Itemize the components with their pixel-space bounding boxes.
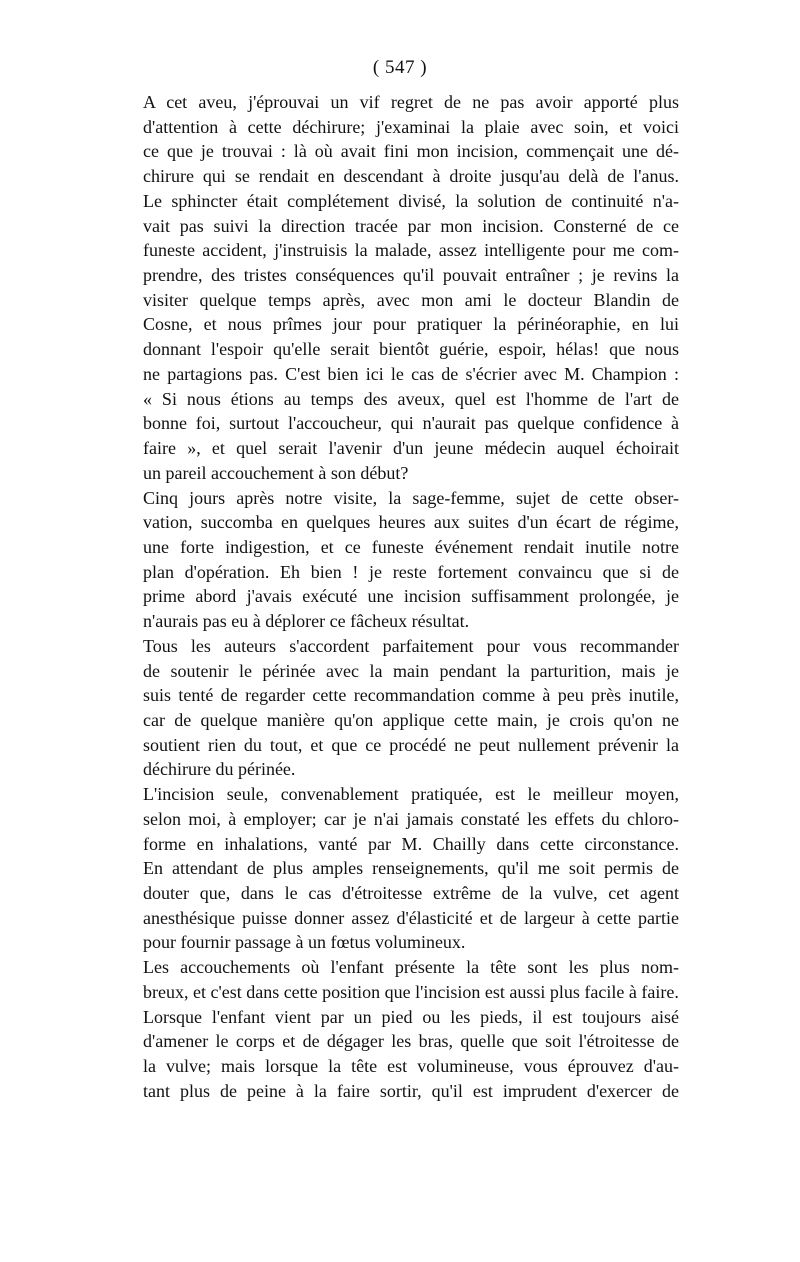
text-line: prendre, des tristes conséquences qu'il pouvait entraîner ; je revins la — [143, 265, 679, 286]
text-line: douter que, dans le cas d'étroitesse extrême de la vulve, cet agent — [143, 883, 679, 903]
text-line: selon moi, à employer; car je n'ai jamais constaté les effets du chloro- — [143, 808, 679, 829]
text-line: Le sphincter était complétement divisé, la solution de continuité n'a- — [143, 190, 679, 211]
paragraph — [121, 486, 679, 634]
text-line: forme en inhalations, vanté par M. Chailly dans cette circonstance. — [143, 833, 679, 854]
text-line: faire », et quel serait l'avenir d'un jeune médecin auquel échoirait — [143, 438, 679, 459]
text-line: d'amener le corps et de dégager les bras, quelle que soit l'étroitesse de — [143, 1031, 679, 1052]
text-line: de soutenir le périnée avec la main pendant la parturition, mais je — [143, 660, 679, 681]
text-line: visiter quelque temps après, avec mon ami le docteur Blandin de — [143, 289, 679, 310]
paragraph — [121, 1005, 679, 1104]
text-line: vait pas suivi la direction tracée par mon incision. Consterné de ce — [143, 215, 679, 236]
text-line: breux, et c'est dans cette position que l'incision est aussi plus facile à faire. — [143, 981, 679, 1002]
paragraph — [121, 634, 679, 782]
text-line: anesthésique puisse donner assez d'élasticité et de largeur à cette partie — [143, 907, 679, 928]
text-line: un pareil accouchement à son début? — [143, 462, 409, 483]
text-line: Lorsque l'enfant vient par un pied ou les pieds, il est toujours aisé — [143, 1006, 679, 1027]
text-line: prime abord j'avais exécuté une incision suffisamment prolongée, je — [143, 586, 679, 607]
text-line: ne partagions pas. C'est bien ici le cas de s'écrier avec M. Champion : — [143, 363, 679, 384]
text-line: Cinq jours après notre visite, la sage-femme, sujet de cette obser- — [143, 487, 679, 508]
text-line: Les accouchements où l'enfant présente la tête sont les plus nom- — [143, 957, 679, 978]
text-line: Tous les auteurs s'accordent parfaitement pour vous recommander — [143, 635, 679, 656]
text-line: pour fournir passage à un fœtus volumineux. — [143, 932, 466, 953]
text-line: « Si nous étions au temps des aveux, quel est l'homme de l'art de — [143, 388, 679, 409]
text-line: funeste accident, j'instruisis la malade, assez intelligente pour me com- — [143, 240, 679, 261]
text-line: bonne foi, surtout l'accoucheur, qui n'aurait pas quelque confidence à — [143, 413, 679, 434]
text-line: plan d'opération. Eh bien ! je reste fortement convaincu que si de — [143, 561, 679, 582]
text-line: En attendant de plus amples renseignements, qu'il me soit permis de — [143, 858, 679, 879]
text-line: donnant l'espoir qu'elle serait bientôt guérie, espoir, hélas! que nous — [143, 339, 679, 360]
text-line: vation, succomba en quelques heures aux suites d'un écart de régime, — [143, 512, 679, 533]
text-line: une forte indigestion, et ce funeste événement rendait inutile notre — [143, 536, 679, 557]
paragraph — [121, 782, 679, 955]
text-line: chirure qui se rendait en descendant à droite jusqu'au delà de l'anus. — [143, 166, 679, 187]
text-line: Cosne, et nous prîmes jour pour pratiquer la périnéoraphie, en lui — [143, 314, 679, 335]
text-line: déchirure du périnée. — [143, 759, 296, 780]
text-line: L'incision seule, convenablement pratiquée, est le meilleur moyen, — [143, 784, 679, 805]
text-line: soutient rien du tout, et que ce procédé ne peut nullement prévenir la — [143, 734, 679, 755]
text-line: A cet aveu, j'éprouvai un vif regret de ne pas avoir apporté plus — [143, 92, 679, 112]
paragraph — [121, 90, 679, 486]
text-line: tant plus de peine à la faire sortir, qu'il est imprudent d'exercer de — [143, 1080, 679, 1101]
text-line: la vulve; mais lorsque la tête est volumineuse, vous éprouvez d'au- — [143, 1056, 679, 1077]
text-line: suis tenté de regarder cette recommandation comme à peu près inutile, — [143, 685, 679, 706]
paragraph — [121, 955, 679, 1004]
text-line: car de quelque manière qu'on applique cette main, je crois qu'on ne — [143, 709, 679, 730]
text-line: d'attention à cette déchirure; j'examinai la plaie avec soin, et voici — [143, 116, 679, 137]
text-line: ce que je trouvai : là où avait fini mon incision, commençait une dé- — [143, 141, 679, 162]
page-number: ( 547 ) — [372, 57, 428, 78]
text-line: n'aurais pas eu à déplorer ce fâcheux résultat. — [143, 611, 470, 632]
body-text — [121, 90, 679, 1103]
book-page — [121, 56, 679, 1103]
